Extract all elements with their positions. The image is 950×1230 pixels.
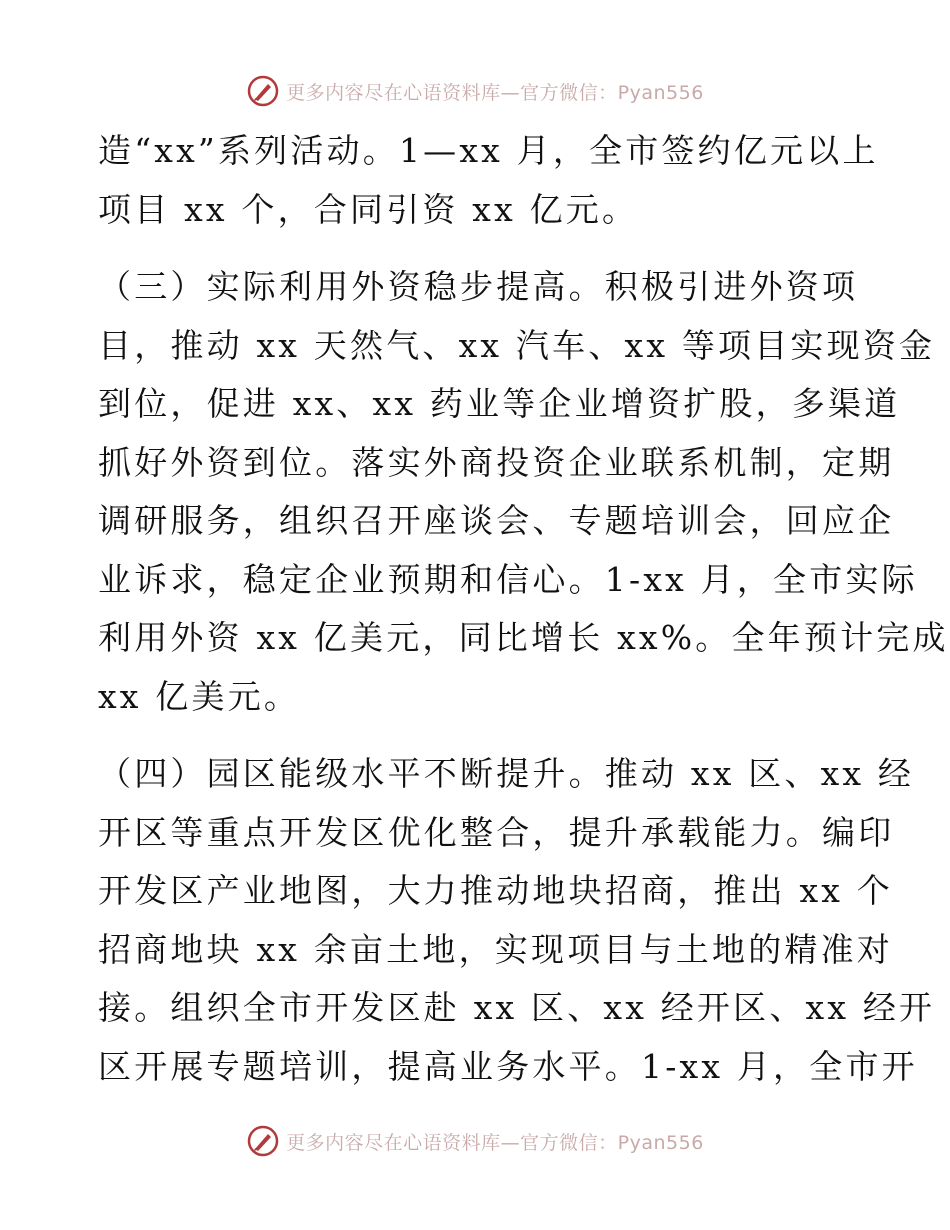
text-line: 业诉求，稳定企业预期和信心。1-xx 月，全市实际 bbox=[98, 559, 918, 599]
pen-circle-logo-icon bbox=[246, 1124, 280, 1158]
paragraph bbox=[98, 258, 949, 726]
text-line: 开区等重点开发区优化整合，提升承载能力。编印 bbox=[98, 812, 895, 852]
text-line: 接。组织全市开发区赴 xx 区、xx 经开区、xx 经开 bbox=[98, 988, 936, 1027]
text-line: xx 亿美元。 bbox=[98, 676, 301, 716]
header-watermark bbox=[0, 71, 950, 111]
paragraph bbox=[98, 745, 936, 1096]
watermark-text: 更多内容尽在心语资料库—官方微信：Pyan556 bbox=[286, 1131, 704, 1154]
pen-circle-logo-icon bbox=[246, 74, 280, 108]
text-line: 招商地块 xx 余亩土地，实现项目与土地的精准对 bbox=[98, 929, 894, 969]
text-line: 造“xx”系列活动。1—xx 月，全市签约亿元以上 bbox=[98, 131, 879, 170]
text-line: 调研服务，组织召开座谈会、专题培训会，回应企 bbox=[98, 501, 895, 540]
text-line: 到位，促进 xx、xx 药业等企业增资扩股，多渠道 bbox=[98, 384, 901, 423]
text-line: 开发区产业地图，大力推动地块招商，推出 xx 个 bbox=[98, 871, 894, 910]
paragraph bbox=[98, 122, 879, 239]
text-line: 目，推动 xx 天然气、xx 汽车、xx 等项目实现资金 bbox=[98, 325, 936, 365]
text-line: （四）园区能级水平不断提升。推动 xx 区、xx 经 bbox=[98, 754, 915, 793]
text-line: （三）实际利用外资稳步提高。积极引进外资项 bbox=[98, 267, 859, 306]
text-line: 区开展专题培训，提高业务水平。1-xx 月，全市开 bbox=[98, 1046, 918, 1086]
text-line: 抓好外资到位。落实外商投资企业联系机制，定期 bbox=[98, 442, 895, 482]
text-line: 项目 xx 个，合同引资 xx 亿元。 bbox=[98, 189, 639, 229]
watermark-text: 更多内容尽在心语资料库—官方微信：Pyan556 bbox=[286, 81, 704, 104]
body-text bbox=[98, 122, 949, 1096]
text-line: 利用外资 xx 亿美元，同比增长 xx%。全年预计完成 bbox=[98, 618, 949, 657]
footer-watermark bbox=[0, 1121, 950, 1161]
